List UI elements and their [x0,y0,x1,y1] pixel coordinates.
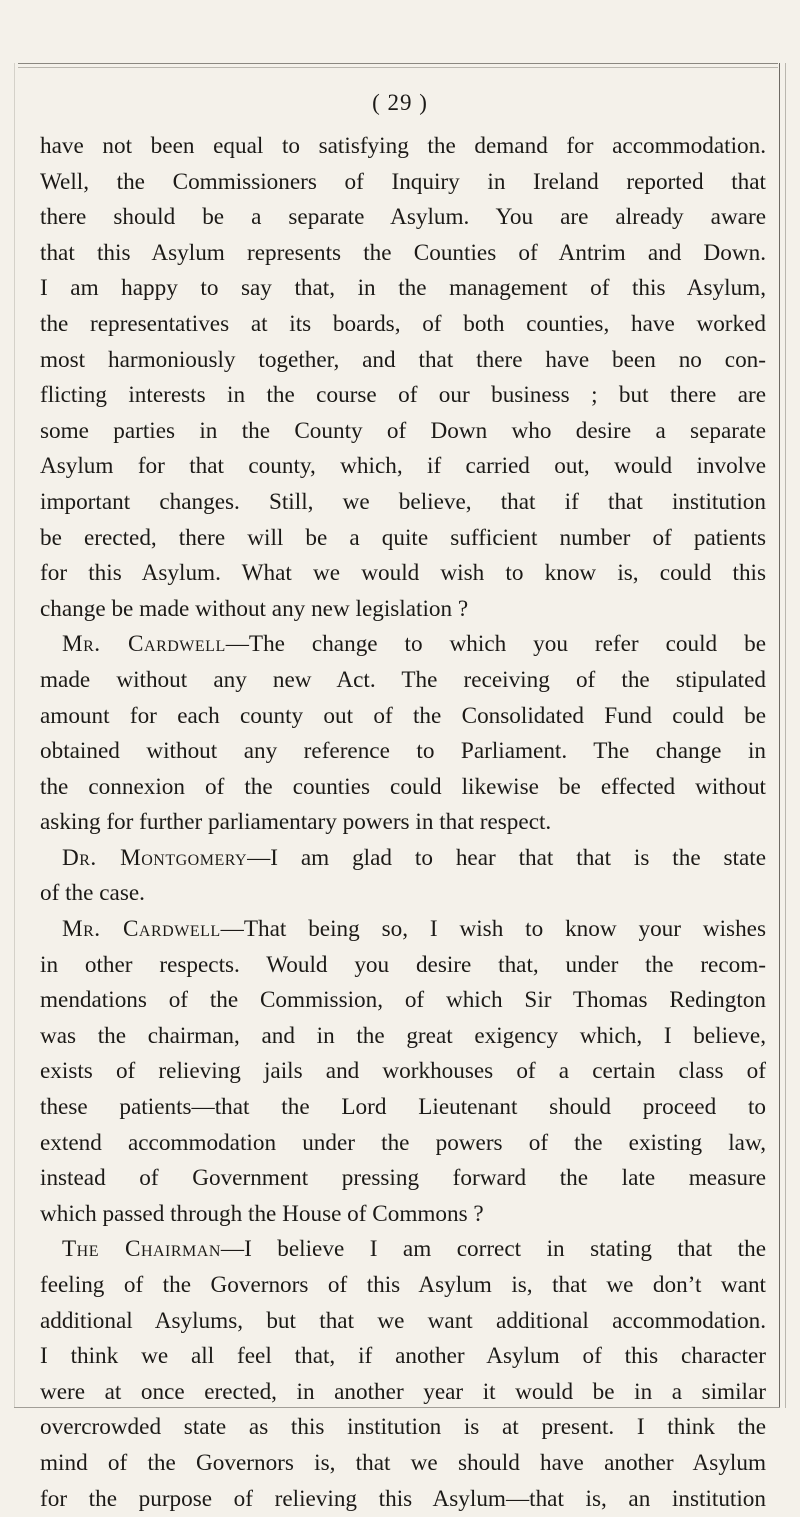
text-line: made without any new Act. The receiving of the stipulated [40,666,766,693]
text-line: exists of relieving jails and workhouses of a certain class of [40,1058,766,1085]
text-line: the connexion of the counties could likewise be effected without [40,773,766,800]
text-line: for this Asylum. What we would wish to know is, could this [40,560,766,587]
text-line: change be made without any new legislation ? [40,595,469,622]
text-line: have not been equal to satisfying the demand for accommodation. [40,133,766,159]
text-line: mendations of the Commission, of which Sir Thomas Redington [40,987,766,1014]
text-line: overcrowded state as this institution is at present. I think the [40,1414,766,1441]
text-line: instead of Government pressing forward the late measure [40,1165,766,1192]
text-line: I am happy to say that, in the management of this Asylum, [40,275,766,302]
speaker-name: Dr. Montgomery [62,844,248,871]
text-line: Asylum for that county, which, if carried out, would involve [40,453,766,480]
text-line: important changes. Still, we believe, that if that institution [40,488,766,515]
speech-text: —That being so, I wish to know your wishes [220,916,766,943]
right-page-edge-inner [785,63,786,1408]
speech-line [40,841,766,877]
text-line: for the purpose of relieving this Asylum—that is, an institution [40,1485,766,1512]
speaker-name: Mr. Cardwell [62,631,226,658]
text-line: some parties in the County of Down who desire a separate [40,417,766,444]
text-line: that this Asylum represents the Counties of Antrim and Down. [40,239,766,266]
body-text [40,129,766,1517]
speaker-name: The Chairman [62,1236,221,1263]
text-line: were at once erected, in another year it would be in a similar [40,1378,766,1405]
right-page-edge [779,63,780,1408]
text-line: was the chairman, and in the great exigency which, I believe, [40,1022,766,1049]
text-line: amount for each county out of the Consolidated Fund could be [40,702,766,729]
top-rule [18,63,778,64]
text-line: asking for further parliamentary powers in that respect. [40,809,552,836]
text-line: most harmoniously together, and that there have been no con- [40,346,766,373]
text-line: obtained without any reference to Parliament. The change in [40,738,766,765]
text-line: there should be a separate Asylum. You are already aware [40,204,766,231]
speech-line [40,627,766,663]
text-line: extend accommodation under the powers of the existing law, [40,1129,766,1156]
text-line: of the case. [40,880,145,907]
text-line: the representatives at its boards, of both counties, have worked [40,310,766,337]
text-line: additional Asylums, but that we want additional accommodation. [40,1307,766,1334]
left-page-edge [14,63,15,1408]
text-line: mind of the Governors is, that we should have another Asylum [40,1449,766,1476]
speech-text: —I am glad to hear that that is the state [247,844,766,871]
speech-line [40,912,766,948]
text-line: flicting interests in the course of our business ; but there are [40,382,766,409]
page-number: ( 29 ) [372,90,428,115]
speech-text: —The change to which you refer could be [225,631,766,658]
text-line: in other respects. Would you desire that, under the recom- [40,951,766,978]
text-line: be erected, there will be a quite sufficient number of patients [40,524,766,551]
text-line: Well, the Commissioners of Inquiry in Ireland reported that [40,168,766,195]
top-rule-inner [18,67,778,68]
text-line: which passed through the House of Commons ? [40,1200,484,1227]
text-line: I think we all feel that, if another Asylum of this character [40,1343,766,1370]
speech-text: —I believe I am correct in stating that the [220,1236,766,1263]
speech-line [40,1232,766,1268]
text-line: these patients—that the Lord Lieutenant should proceed to [40,1094,766,1121]
speaker-name: Mr. Cardwell [62,916,221,943]
text-line: feeling of the Governors of this Asylum is, that we don’t want [40,1272,766,1298]
